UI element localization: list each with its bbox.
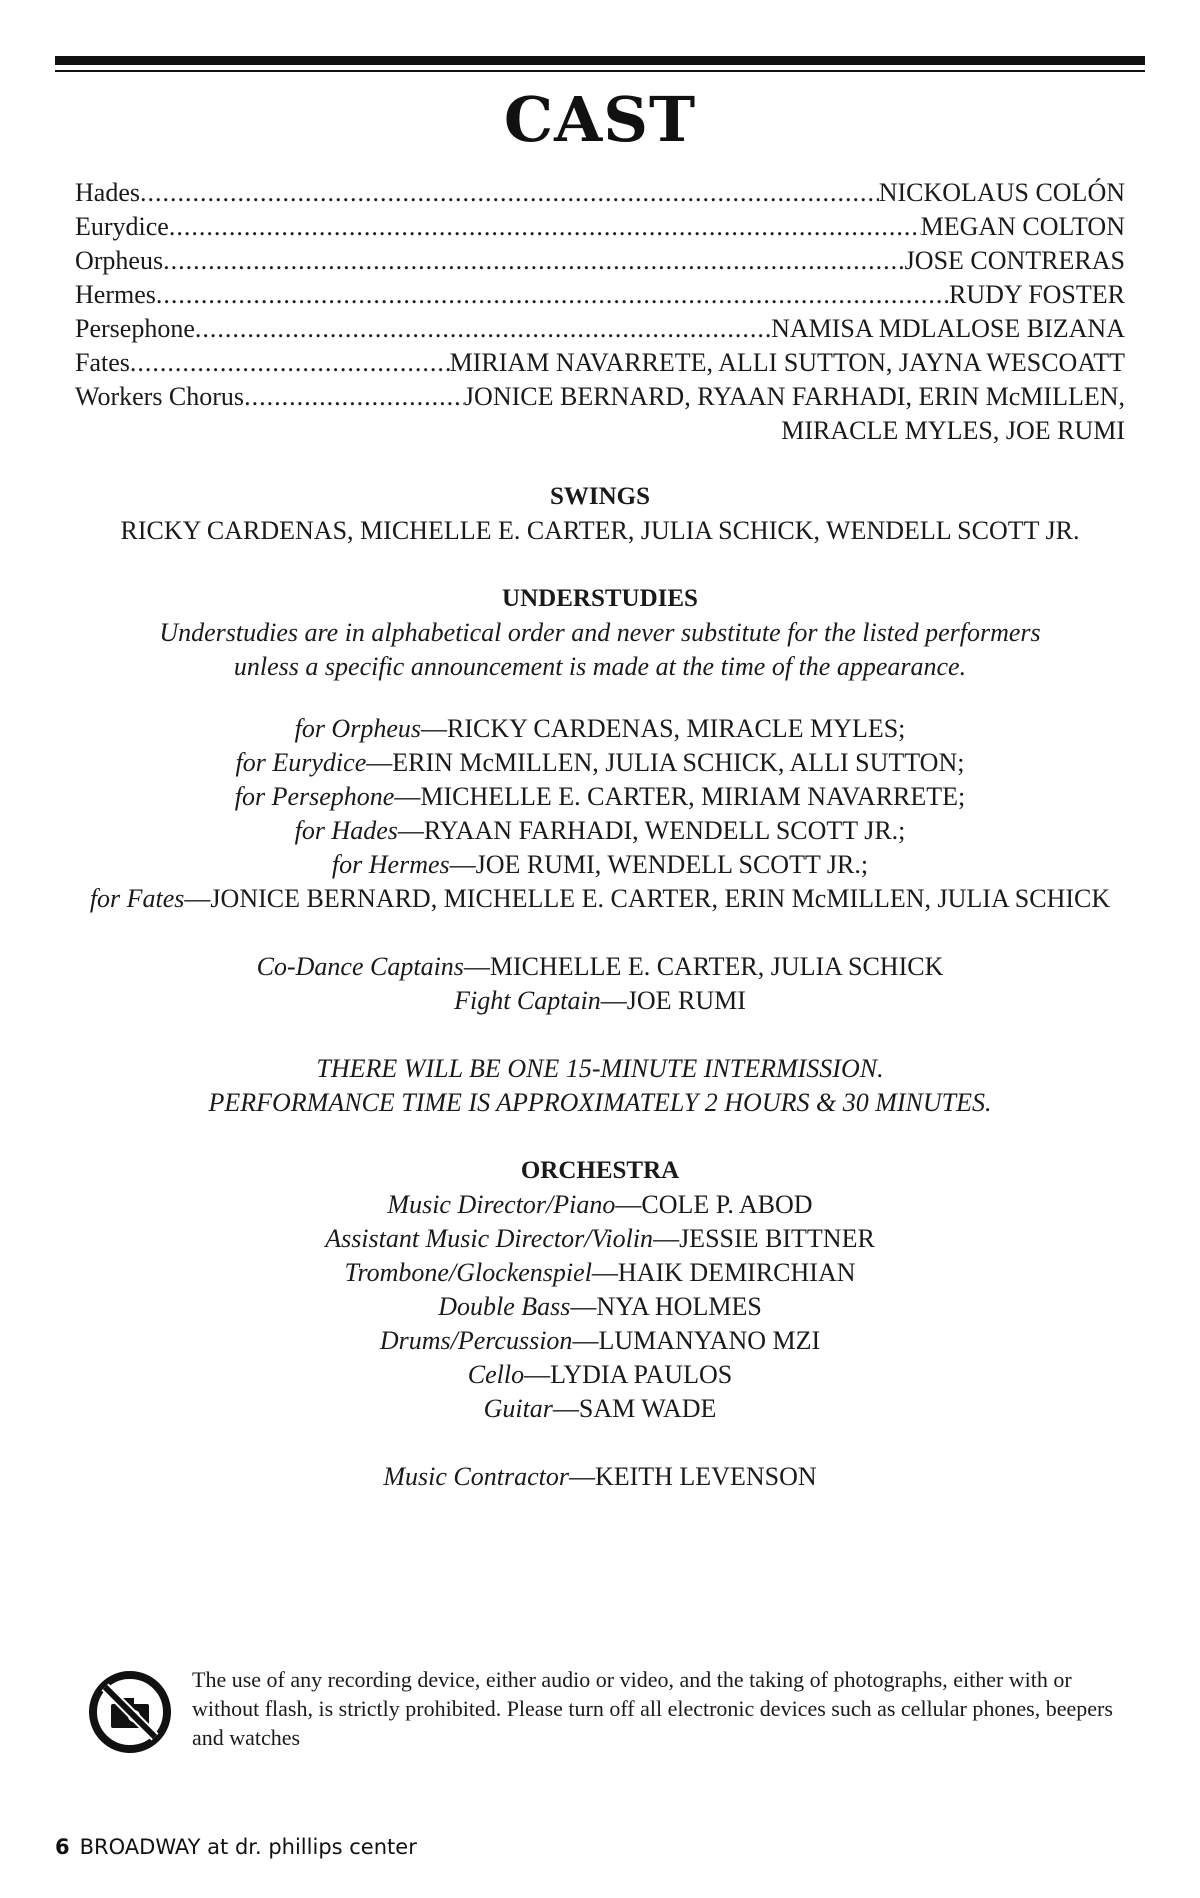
orchestra-member (0, 1188, 1200, 1222)
swings-names: RICKY CARDENAS, MICHELLE E. CARTER, JULIA SCHICK, WENDELL SCOTT JR. (120, 516, 1080, 545)
understudy-role: for Persephone (234, 782, 395, 811)
orchestra-role: Music Director/Piano (387, 1190, 616, 1219)
cast-continuation: MIRACLE MYLES, JOE RUMI (781, 416, 1125, 445)
cast-row (75, 312, 1125, 346)
understudy-line (0, 814, 1200, 848)
orchestra-role: Guitar (483, 1394, 553, 1423)
contractor-name: —KEITH LEVENSON (568, 1462, 817, 1491)
cast-actor: RUDY FOSTER (948, 280, 1125, 309)
cast-role: Workers Chorus (75, 382, 245, 411)
understudy-names: —MICHELLE E. CARTER, MIRIAM NAVARRETE; (394, 782, 966, 811)
orchestra-member (0, 1256, 1200, 1290)
cast-row (75, 210, 1125, 244)
top-rule-thick (55, 56, 1145, 65)
orchestra-name: —COLE P. ABOD (615, 1190, 813, 1219)
orchestra-member (0, 1324, 1200, 1358)
understudy-line (0, 712, 1200, 746)
understudies-section (0, 582, 1200, 684)
dot-leader (140, 176, 879, 210)
understudies-list (0, 712, 1200, 916)
orchestra-name: —LUMANYANO MZI (572, 1326, 821, 1355)
section-heading: SWINGS (549, 483, 651, 510)
page-title: CAST (503, 83, 697, 156)
orchestra-member (0, 1290, 1200, 1324)
understudy-role: for Orpheus (294, 714, 421, 743)
top-rule-thin (55, 70, 1145, 72)
understudy-line (0, 848, 1200, 882)
understudies-note: unless a specific announcement is made at the time of the appearance. (233, 652, 967, 681)
understudy-names: —JOE RUMI, WENDELL SCOTT JR.; (449, 850, 869, 879)
orchestra-name: —NYA HOLMES (570, 1292, 762, 1321)
cast-actor: JOSE CONTRERAS (904, 246, 1125, 275)
contractor-line (0, 1460, 1200, 1494)
understudies-note: Understudies are in alphabetical order and never substitute for the listed performers (159, 618, 1041, 647)
understudy-role: for Hermes (331, 850, 450, 879)
cast-actor: MIRIAM NAVARRETE, ALLI SUTTON, JAYNA WESCOATT (449, 348, 1125, 377)
cast-actor: JONICE BERNARD, RYAAN FARHADI, ERIN McMILLEN, (463, 382, 1125, 411)
orchestra-name: —HAIK DEMIRCHIAN (591, 1258, 856, 1287)
cast-row (75, 278, 1125, 312)
intermission-line: THERE WILL BE ONE 15-MINUTE INTERMISSION. (316, 1054, 884, 1083)
cast-role: Persephone (75, 314, 195, 343)
recording-notice: The use of any recording device, either audio or video, and the taking of photographs, either with or without flash, is strictly prohibited. Please turn off all electronic devices such as cellular phones, beepers and watches (192, 1667, 1113, 1750)
cast-role: Hades (75, 178, 140, 207)
captain-names: —JOE RUMI (600, 986, 746, 1015)
cast-row (75, 176, 1125, 210)
cast-list (75, 176, 1125, 448)
cast-role: Hermes (75, 280, 156, 309)
section-heading: UNDERSTUDIES (502, 585, 698, 612)
page-footer (55, 1835, 417, 1859)
contractor-role: Music Contractor (383, 1462, 569, 1491)
dot-leader (195, 312, 771, 346)
cast-actor: NICKOLAUS COLÓN (878, 178, 1125, 207)
no-camera-icon (88, 1670, 172, 1754)
understudy-line (0, 780, 1200, 814)
captain-role: Fight Captain (454, 986, 601, 1015)
orchestra-member (0, 1392, 1200, 1426)
dot-leader (169, 210, 921, 244)
orchestra-member (0, 1358, 1200, 1392)
understudy-line (0, 882, 1200, 916)
captain-line (0, 984, 1200, 1018)
contractor-section (0, 1460, 1200, 1494)
understudy-role: for Fates (89, 884, 185, 913)
understudy-names: —RYAAN FARHADI, WENDELL SCOTT JR.; (397, 816, 906, 845)
orchestra-section (0, 1154, 1200, 1426)
page-number: 6 (55, 1835, 70, 1859)
understudy-names: —ERIN McMILLEN, JULIA SCHICK, ALLI SUTTON; (366, 748, 965, 777)
swings-section (0, 480, 1200, 548)
orchestra-role: Cello (467, 1360, 525, 1389)
cast-actor: NAMISA MDLALOSE BIZANA (771, 314, 1125, 343)
understudy-names: —RICKY CARDENAS, MIRACLE MYLES; (421, 714, 906, 743)
dot-leader (163, 244, 905, 278)
orchestra-role: Assistant Music Director/Violin (325, 1224, 654, 1253)
dot-leader (130, 346, 450, 380)
captain-role: Co-Dance Captains (256, 952, 464, 981)
cast-role: Eurydice (75, 212, 169, 241)
orchestra-name: —LYDIA PAULOS (524, 1360, 733, 1389)
orchestra-name: —JESSIE BITTNER (653, 1224, 875, 1253)
dot-leader (156, 278, 949, 312)
understudy-role: for Eurydice (235, 748, 367, 777)
intermission-notice (0, 1052, 1200, 1120)
section-heading: ORCHESTRA (520, 1157, 680, 1184)
understudy-line (0, 746, 1200, 780)
cast-row (75, 346, 1125, 380)
understudy-role: for Hades (294, 816, 398, 845)
orchestra-role: Trombone/Glockenspiel (344, 1258, 592, 1287)
orchestra-member (0, 1222, 1200, 1256)
orchestra-name: —SAM WADE (552, 1394, 717, 1423)
cast-role: Orpheus (75, 246, 164, 275)
understudy-names: —JONICE BERNARD, MICHELLE E. CARTER, ERIN McMILLEN, JULIA SCHICK (184, 884, 1111, 913)
captains-section (0, 950, 1200, 1018)
publication-name: BROADWAY at dr. phillips center (79, 1835, 417, 1859)
captain-names: —MICHELLE E. CARTER, JULIA SCHICK (463, 952, 944, 981)
dot-leader (244, 380, 464, 414)
orchestra-role: Double Bass (438, 1292, 571, 1321)
cast-row (75, 380, 1125, 414)
orchestra-role: Drums/Percussion (379, 1326, 573, 1355)
cast-role: Fates (75, 348, 130, 377)
cast-actor: MEGAN COLTON (920, 212, 1125, 241)
captain-line (0, 950, 1200, 984)
cast-row (75, 244, 1125, 278)
runtime-line: PERFORMANCE TIME IS APPROXIMATELY 2 HOURS & 30 MINUTES. (208, 1088, 992, 1117)
